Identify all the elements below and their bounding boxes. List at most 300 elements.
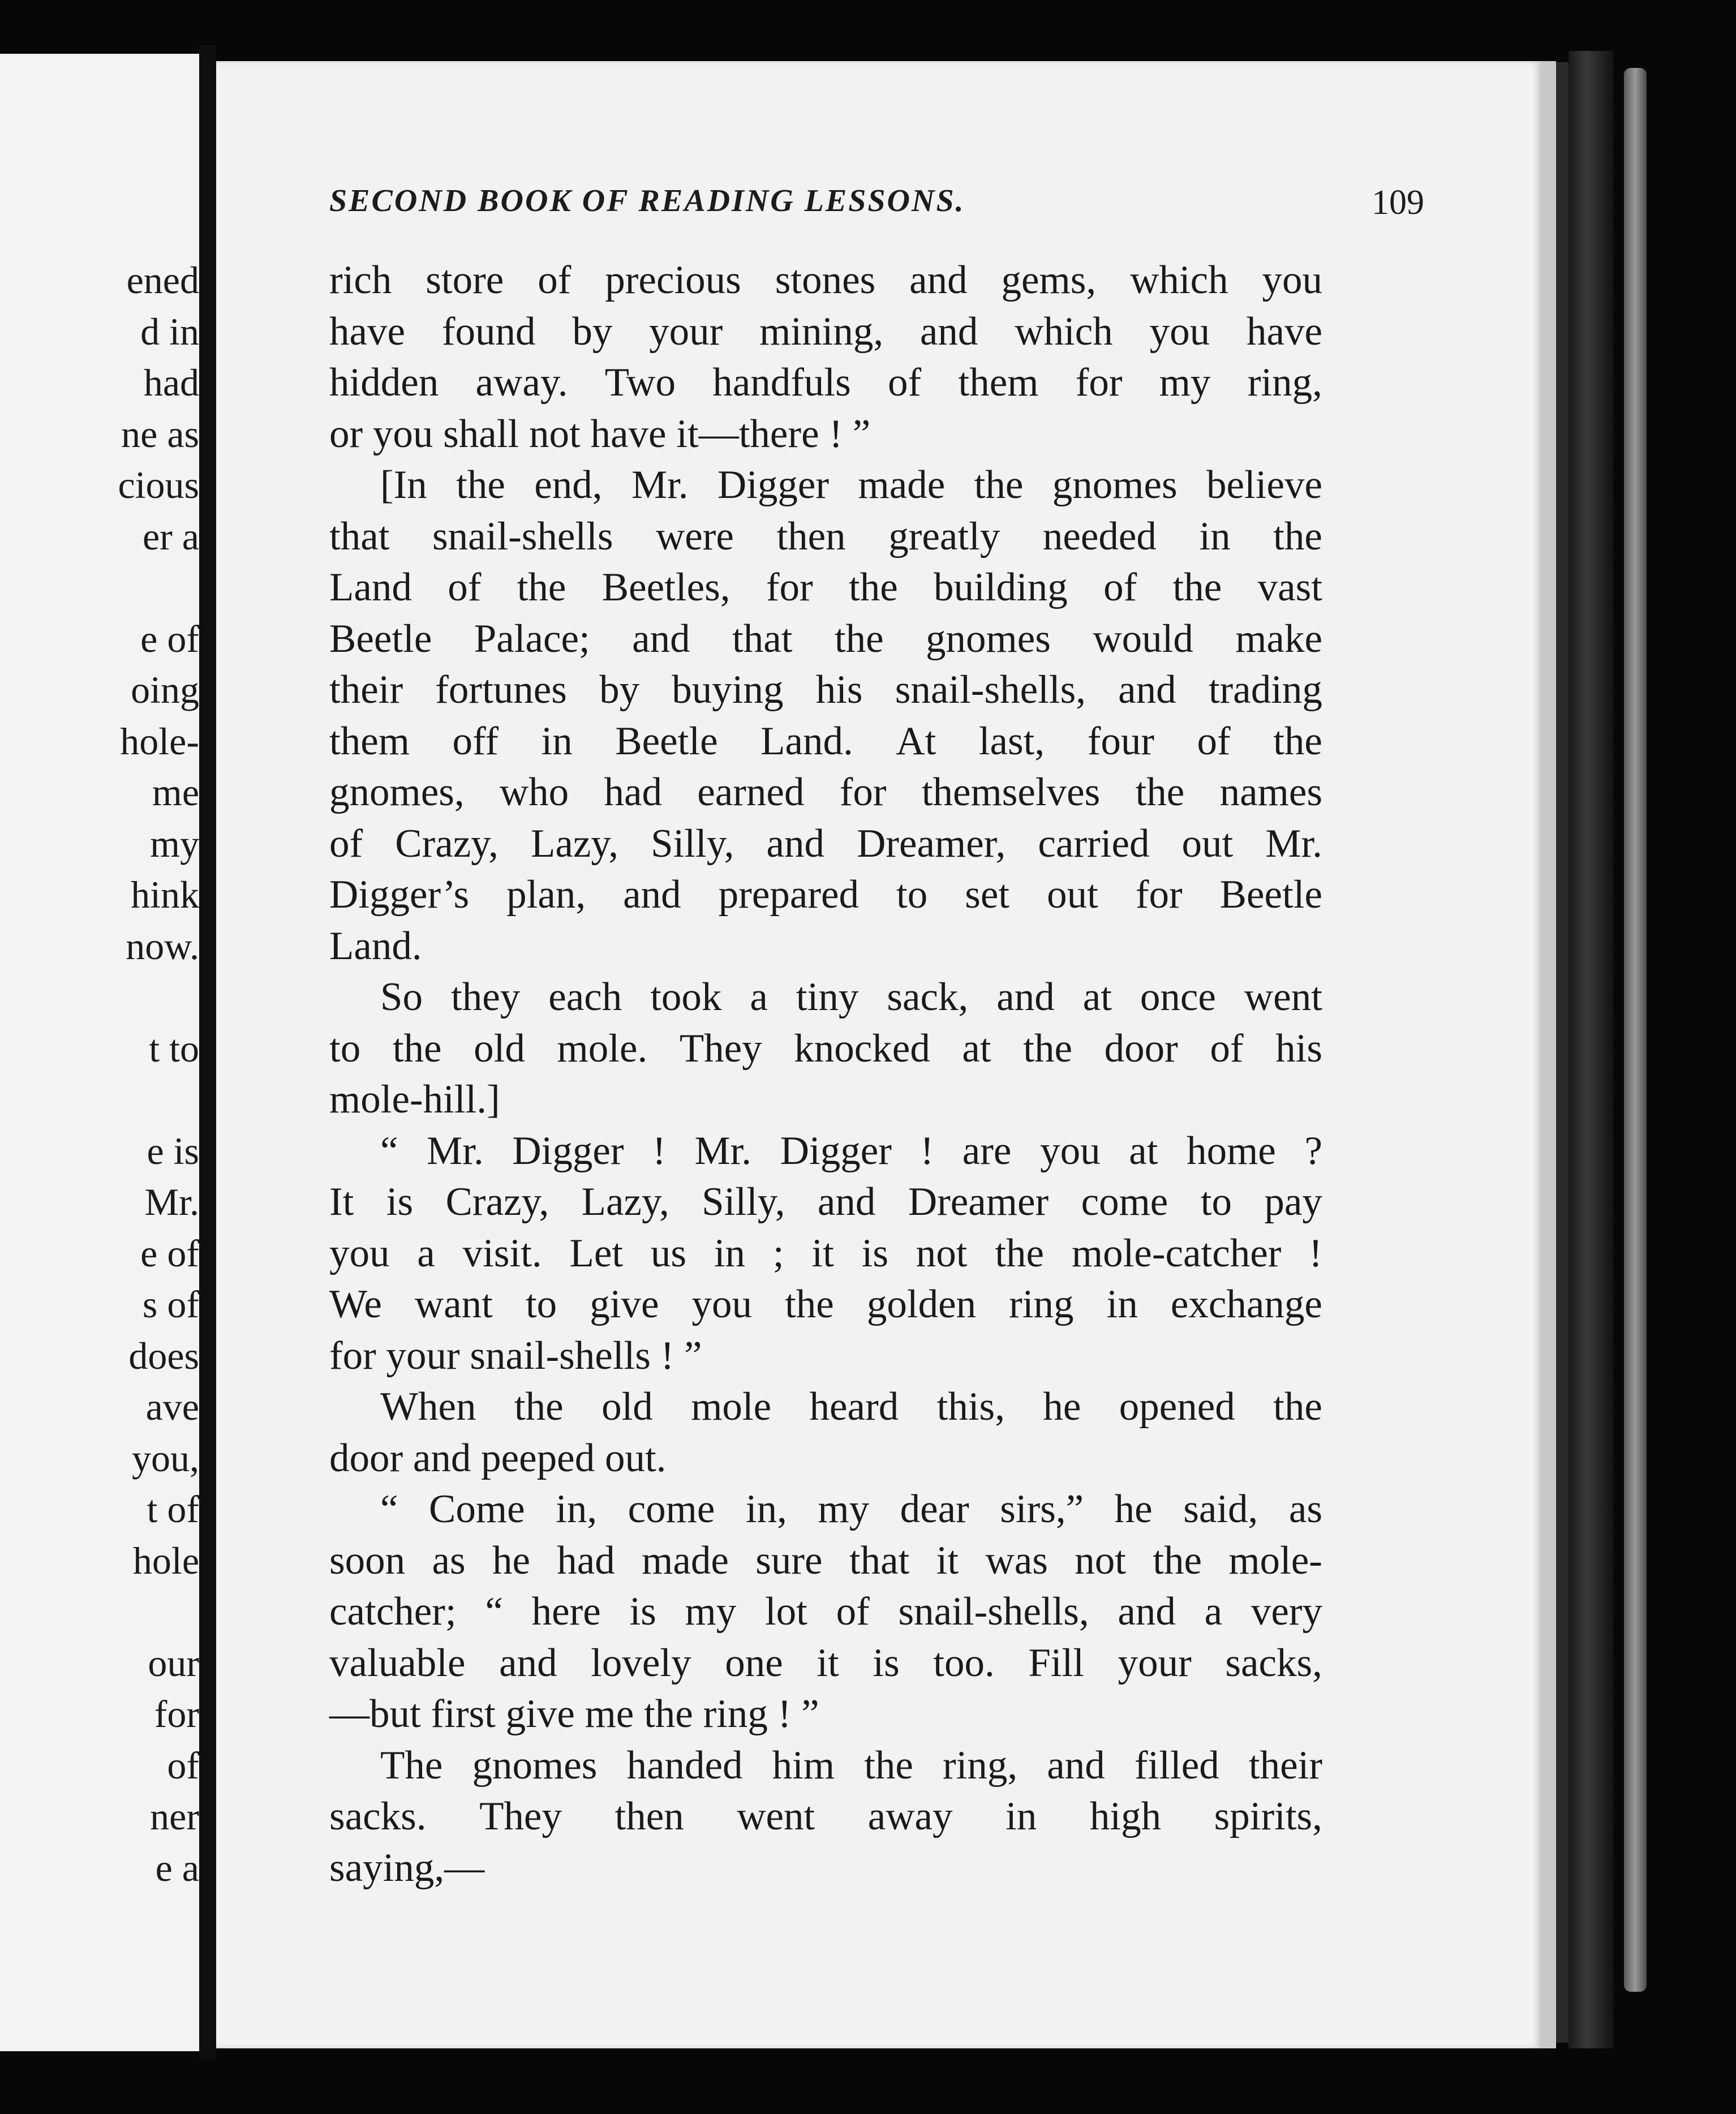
word: away [867,1794,953,1838]
previous-page-fragment: me [152,771,199,814]
word: snail-shells [432,514,613,558]
previous-page-fragment: Mr. [144,1180,199,1223]
page-edge [1540,61,1556,2048]
word: he [1043,1385,1081,1429]
previous-page-fragment: our [148,1641,199,1685]
word: mole- [1228,1538,1322,1583]
word: a [1204,1589,1223,1634]
word: the [1135,770,1185,814]
text-line: mole-hill.] [329,1077,500,1122]
word: Mr. [427,1128,484,1173]
word: names [1219,770,1322,814]
word: at [1129,1128,1158,1173]
word: give [590,1282,659,1326]
text-line [329,1228,1322,1279]
word: the [834,616,884,661]
word: he [492,1538,530,1583]
word: spirits, [1214,1794,1322,1838]
word: the [995,1231,1045,1275]
previous-page-fragment: s of [142,1283,199,1326]
running-head [329,183,1436,228]
word: you [1149,309,1210,354]
word: want [414,1282,493,1326]
word: old [601,1385,653,1429]
word: greatly [888,514,1000,558]
word: for [766,565,813,609]
word: in [1005,1794,1037,1838]
word: to [896,873,928,917]
word: you [691,1282,753,1326]
word: the [514,1385,564,1429]
word: your [1118,1640,1192,1685]
previous-page-fragment: ner [150,1795,199,1838]
word: Dreamer, [857,821,1006,866]
word: would [1093,616,1193,661]
word: you [329,1231,390,1275]
word: the [785,1282,834,1326]
word: end, [534,463,603,507]
word: each [548,975,622,1019]
word: by [572,309,613,354]
word: four [1087,719,1154,763]
word: Let [569,1231,624,1275]
word: of [1210,1026,1244,1071]
text-line [329,818,1322,870]
word: lot [764,1589,807,1634]
previous-page-sliver [0,54,199,2051]
word: it [817,1640,839,1685]
word: ! [920,1128,934,1173]
word: in [1199,514,1231,558]
word: their [1248,1743,1322,1788]
book-cover-edge [1624,68,1647,1992]
word: made [858,463,946,507]
word: buying [672,668,784,712]
word: [In [380,463,427,507]
word: plan, [506,873,586,917]
word: heard [809,1385,899,1429]
word: It [329,1180,354,1224]
word: Beetle [1219,873,1322,917]
word: ? [1304,1128,1322,1173]
previous-page-fragment: you, [132,1436,199,1480]
word: took [650,975,722,1019]
text-line: door and peeped out. [329,1436,667,1480]
previous-page-fragment: t of [147,1488,199,1531]
word: mole-catcher [1071,1231,1282,1275]
word: old [474,1026,525,1071]
word: made [642,1538,729,1583]
word: Crazy, [445,1180,549,1224]
previous-page-fragment: ave [145,1385,199,1428]
text-line [329,357,1322,409]
word: too. [933,1640,995,1685]
word: my [818,1487,870,1531]
previous-page-fragment: of [167,1743,199,1787]
word: went [737,1794,815,1838]
word: Palace; [474,616,590,661]
word: mining, [759,309,884,354]
previous-page-fragment: e of [140,617,199,660]
text-line [329,1125,1322,1177]
word: the [1172,565,1222,609]
word: ring, [943,1743,1018,1788]
text-line: Land. [329,923,422,968]
text-line [329,1638,1322,1689]
word: knocked [794,1026,930,1071]
word: fortunes [435,668,567,712]
word: Land. [760,719,853,763]
book-page [216,61,1540,2048]
previous-page-fragment: t to [149,1026,199,1070]
word: my [1159,360,1211,405]
word: is [629,1589,656,1634]
word: very [1251,1589,1322,1634]
word: sure [755,1538,823,1583]
word: ! [1309,1231,1322,1275]
word: in [541,719,573,763]
word: and [817,1180,876,1224]
word: in, [745,1487,787,1531]
word: of [1197,719,1231,763]
word: you [1040,1128,1101,1173]
text-line [329,1381,1322,1433]
word: Silly, [651,821,734,866]
word: for [839,770,887,814]
word: vast [1257,565,1322,609]
word: gnomes, [329,770,465,814]
word: away. [475,360,568,405]
word: “ [380,1128,398,1173]
word: ; [772,1231,784,1275]
text-line [329,459,1322,511]
word: of [448,565,482,609]
word: the [974,463,1024,507]
word: of [329,821,363,866]
word: building [934,565,1068,609]
word: of [1103,565,1137,609]
word: opened [1119,1385,1235,1429]
word: and [499,1640,557,1685]
word: a [750,975,768,1019]
text-line [329,767,1322,818]
word: They [479,1794,562,1838]
word: So [380,975,423,1019]
book-gutter [199,45,216,2060]
page-edge-shadow [1556,62,1569,2043]
text-line [329,1586,1322,1638]
word: out [1047,873,1098,917]
word: ring [1009,1282,1074,1326]
text-line [329,972,1322,1023]
page-number: 109 [1372,183,1424,222]
word: in [1106,1282,1138,1326]
word: golden [866,1282,977,1326]
word: exchange [1170,1282,1322,1326]
word: and [909,258,968,302]
word: and [919,309,978,354]
word: at [1082,975,1112,1019]
word: Mr. [1265,821,1322,866]
word: have [1246,309,1322,354]
word: that [849,1538,910,1583]
word: We [329,1282,382,1326]
word: the [392,1026,442,1071]
word: had [557,1538,615,1583]
word: is [386,1180,414,1224]
word: Digger [512,1128,624,1173]
body-text [329,255,1322,1893]
word: handed [626,1743,743,1788]
word: he [1114,1487,1153,1531]
word: and [623,873,681,917]
text-line [329,869,1322,921]
text-line [329,306,1322,358]
previous-page-fragment: had [143,361,199,404]
text-line [329,1791,1322,1842]
word: once [1140,975,1216,1019]
word: Two [604,360,676,405]
word: At [896,719,936,763]
word: were [655,514,734,558]
word: pay [1264,1180,1322,1224]
word: sacks. [329,1794,427,1838]
word: Crazy, [395,821,499,866]
text-line: —but first give me the ring ! ” [329,1692,819,1736]
word: handfuls [712,360,851,405]
text-line [329,255,1322,306]
word: ! [652,1128,666,1173]
word: then [615,1794,684,1838]
word: prepared [718,873,859,917]
text-line [329,1740,1322,1791]
word: carried [1038,821,1150,866]
word: and [1047,1743,1105,1788]
previous-page-fragment: for [154,1692,199,1735]
word: not [1075,1538,1126,1583]
word: mole [691,1385,772,1429]
word: this, [936,1385,1005,1429]
word: that [732,616,793,661]
previous-page-fragment: e of [140,1231,199,1275]
text-line [329,716,1322,767]
word: come [1081,1180,1168,1224]
word: precious [605,258,741,302]
word: store [426,258,504,302]
word: “ [380,1487,398,1531]
previous-page-fragment: hole- [120,719,199,763]
word: a [417,1231,435,1275]
word: in [714,1231,746,1275]
word: gnomes [1052,463,1178,507]
word: ring, [1247,360,1322,405]
word: make [1235,616,1322,661]
previous-page-fragment: ne as [121,412,199,456]
word: of [538,258,571,302]
word: the [1273,719,1322,763]
word: as [432,1538,466,1583]
word: them [958,360,1039,405]
word: last, [978,719,1045,763]
word: trading [1208,668,1322,712]
text-line [329,1484,1322,1535]
word: Land [329,565,412,609]
word: your [649,309,723,354]
word: of [888,360,922,405]
word: Mr. [694,1128,752,1173]
word: Mr. [631,463,689,507]
text-line [329,1279,1322,1330]
word: as [1288,1487,1322,1531]
word: snail-shells, [895,668,1086,712]
word: said, [1183,1487,1258,1531]
word: had [604,770,662,814]
word: them [329,719,410,763]
word: come [628,1487,715,1531]
word: is [861,1231,888,1275]
word: the [1153,1538,1202,1583]
word: door [1104,1026,1178,1071]
word: needed [1042,514,1157,558]
word: his [1275,1026,1322,1071]
word: who [499,770,569,814]
word: and [766,821,825,866]
word: Silly, [702,1180,785,1224]
word: then [776,514,846,558]
word: off [452,719,499,763]
word: for [1075,360,1123,405]
word: visit. [462,1231,542,1275]
word: They [679,1026,762,1071]
word: here [531,1589,601,1634]
word: gnomes [926,616,1051,661]
word: the [848,565,898,609]
word: Lazy, [530,821,619,866]
word: his [815,668,863,712]
word: have [329,309,406,354]
word: and [1118,1589,1176,1634]
word: rich [329,258,392,302]
word: “ [485,1589,503,1634]
word: Digger’s [329,873,470,917]
word: snail-shells, [898,1589,1089,1634]
text-line [329,613,1322,665]
previous-page-fragment: does [128,1334,199,1377]
text-line: for your snail-shells ! ” [329,1333,702,1378]
word: tiny [796,975,859,1019]
word: you [1262,258,1322,302]
previous-page-fragment: oing [131,668,199,711]
word: Lazy, [581,1180,669,1224]
word: by [599,668,640,712]
word: not [916,1231,968,1275]
word: of [836,1589,870,1634]
word: Come [429,1487,525,1531]
word: Dreamer [908,1180,1049,1224]
word: believe [1206,463,1322,507]
text-line: or you shall not have it––there ! ” [329,411,871,456]
previous-page-fragment: ened [126,259,199,302]
word: and [996,975,1055,1019]
word: filled [1134,1743,1219,1788]
text-line [329,1176,1322,1228]
word: the [456,463,505,507]
word: Fill [1028,1640,1085,1685]
word: the [1273,514,1322,558]
text-line [329,1023,1322,1075]
word: went [1244,975,1322,1019]
running-title: SECOND BOOK OF READING LESSONS. [329,183,965,218]
word: to [329,1026,361,1071]
word: the [1023,1026,1073,1071]
word: us [650,1231,687,1275]
previous-page-fragment: now. [126,924,199,968]
word: my [685,1589,737,1634]
word: and [632,616,690,661]
word: set [965,873,1010,917]
previous-page-fragment: hole [132,1539,199,1582]
previous-page-fragment: d in [140,310,199,353]
word: home [1187,1128,1276,1173]
text-line [329,562,1322,613]
word: The [380,1743,443,1788]
text-line: saying,— [329,1845,485,1890]
word: Beetle [615,719,718,763]
previous-page-fragment: er a [142,514,199,558]
word: found [441,309,536,354]
word: themselves [921,770,1101,814]
previous-page-fragment: cious [118,463,199,506]
book-spine [1569,51,1614,2048]
word: gems, [1001,258,1097,302]
word: hidden [329,360,439,405]
word: and [1118,668,1176,712]
previous-page-fragment: hink [131,873,199,916]
word: valuable [329,1640,466,1685]
word: Digger [780,1128,892,1173]
word: it [811,1231,834,1275]
word: When [380,1385,476,1429]
word: was [985,1538,1048,1583]
word: that [329,514,390,558]
word: the [864,1743,913,1788]
word: their [329,668,403,712]
word: mole. [557,1026,648,1071]
word: to [525,1282,557,1326]
previous-page-fragment: e a [155,1846,199,1889]
word: to [1200,1180,1232,1224]
previous-page-fragment: my [150,822,199,865]
word: sack, [887,975,969,1019]
word: in, [556,1487,598,1531]
word: sacks, [1225,1640,1322,1685]
word: Beetles, [601,565,731,609]
word: him [772,1743,835,1788]
word: the [1273,1385,1322,1429]
word: it [936,1538,959,1583]
word: Digger [717,463,830,507]
word: they [450,975,521,1019]
word: are [962,1128,1012,1173]
word: which [1015,309,1113,354]
word: catcher; [329,1589,457,1634]
text-line [329,664,1322,716]
word: soon [329,1538,406,1583]
word: one [725,1640,783,1685]
word: gnomes [472,1743,598,1788]
word: the [517,565,566,609]
word: high [1089,1794,1162,1838]
